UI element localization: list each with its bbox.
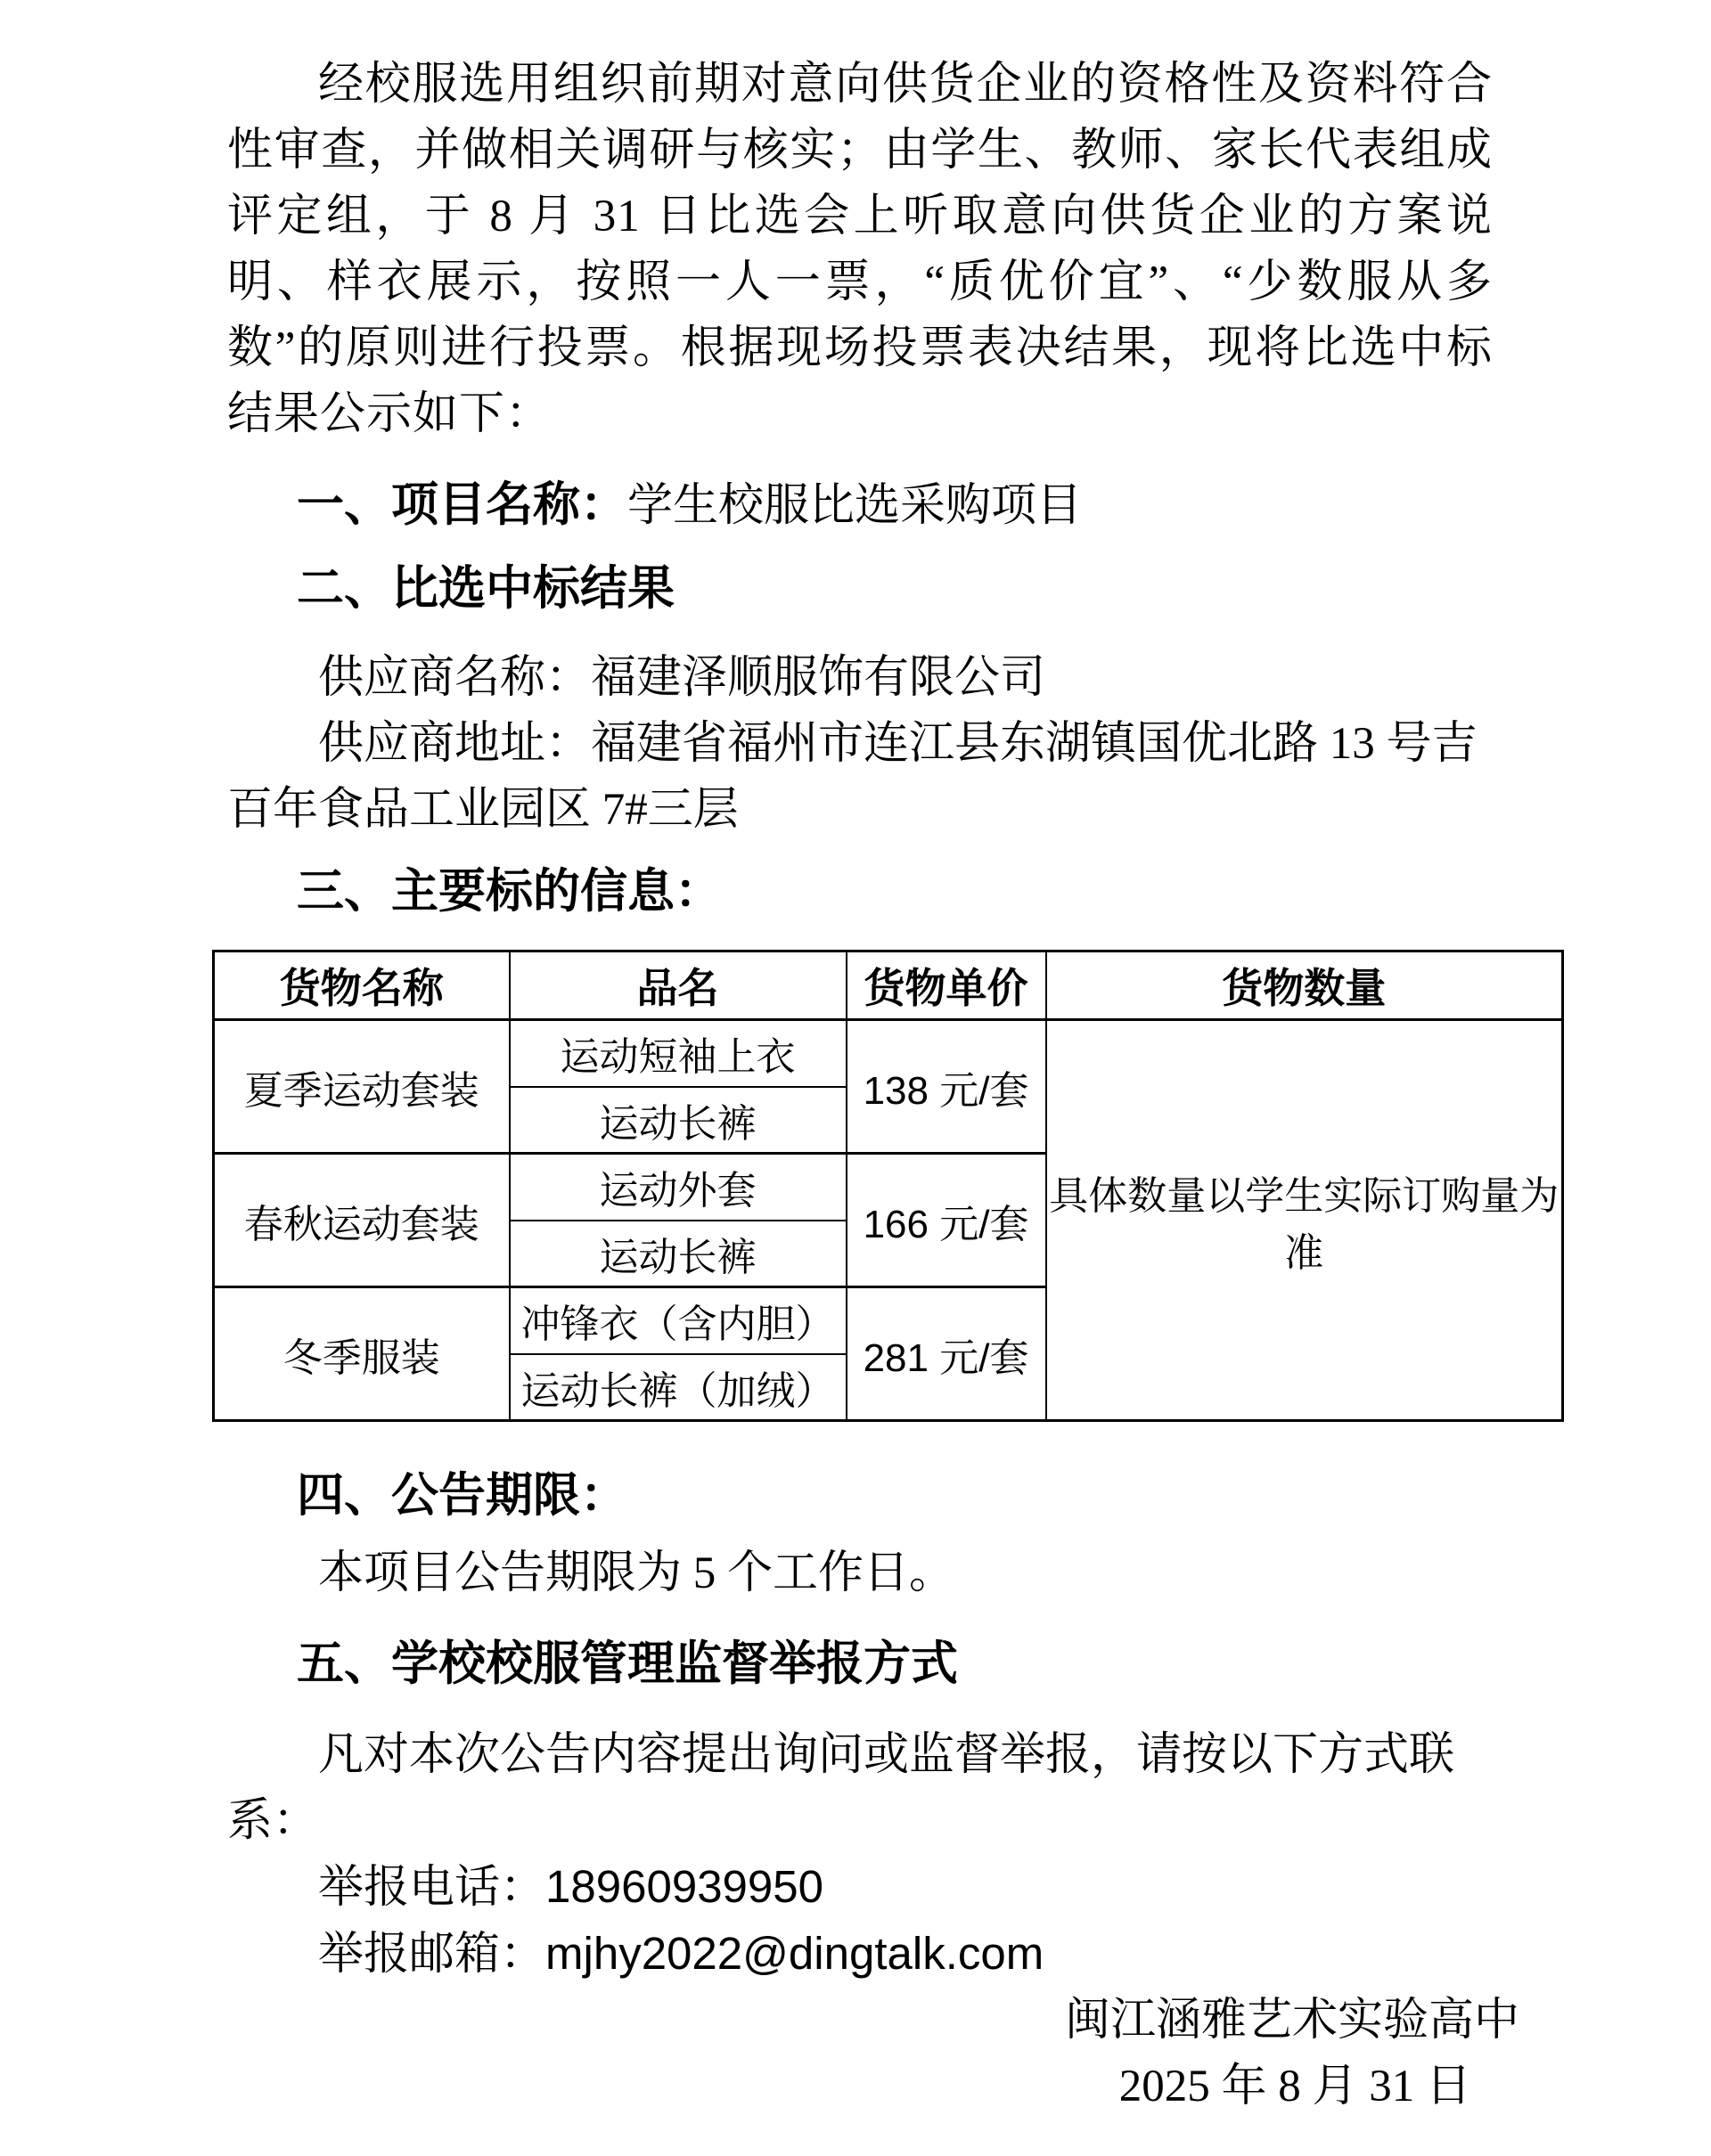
supplier-address-label: 供应商地址： (318, 719, 592, 769)
column-header-unit-price: 货物单价 (847, 951, 1046, 1020)
signature-school-name: 闽江涵雅艺术实验高中 (1064, 1996, 1519, 2046)
report-phone-label: 举报电话： (318, 1863, 546, 1913)
goods-item: 运动长裤 (510, 1087, 847, 1154)
goods-item: 运动长裤 (510, 1221, 847, 1287)
supplier-name-label: 供应商名称： (318, 653, 592, 703)
supplier-address-line-1 (227, 711, 1493, 777)
goods-table (212, 950, 1564, 1422)
signature-date: 2025 年 8 月 31 日 (1118, 2062, 1471, 2111)
contact-intro-text: 凡对本次公告内容提出询问或监督举报，请按以下方式联系： (227, 1730, 1455, 1846)
heading-bid-result: 二、比选中标结果 (297, 562, 675, 615)
column-header-quantity: 货物数量 (1046, 951, 1563, 1020)
supplier-name-value: 福建泽顺服饰有限公司 (591, 653, 1046, 703)
goods-price-summer: 138 元/套 (847, 1020, 1046, 1154)
column-header-item-name: 品名 (510, 951, 847, 1020)
project-name-value: 学生校服比选采购项目 (627, 481, 1083, 531)
goods-price-winter: 281 元/套 (847, 1287, 1046, 1421)
intro-paragraph: 经校服选用组织前期对意向供货企业的资格性及资料符合性审查，并做相关调研与核实；由学生、教师、家长代表组成评定组，于 8 月 31 日比选会上听取意向供货企业的方案说明、样衣展示，按照一人一票，“质优价宜”、“少数服从多数”的原则进行投票。根据现场投票表决结果，现将比选中标结果公示如下： (227, 60, 1493, 439)
goods-table-header-row (214, 951, 1563, 1020)
heading-project-name-label: 一、项目名称： (297, 478, 627, 531)
supplier-name-line (227, 645, 1493, 711)
goods-item: 运动长裤（加绒） (510, 1354, 847, 1421)
goods-item: 冲锋衣（含内胆） (510, 1287, 847, 1354)
heading-notice-period: 四、公告期限： (297, 1469, 627, 1522)
heading-supervision-report: 五、学校校服管理监督举报方式 (297, 1637, 958, 1690)
goods-price-spring-autumn: 166 元/套 (847, 1154, 1046, 1287)
heading-project-name (227, 472, 1493, 539)
goods-quantity-note: 具体数量以学生实际订购量为准 (1046, 1020, 1563, 1421)
supplier-address-line-2: 百年食品工业园区 7#三层 (227, 785, 739, 835)
heading-goods-info: 三、主要标的信息： (297, 865, 722, 918)
column-header-goods-name: 货物名称 (214, 951, 510, 1020)
table-row (214, 1020, 1563, 1087)
supplier-address-value-part1: 福建省福州市连江县东湖镇国优北路 13 号吉 (591, 719, 1478, 769)
goods-item: 运动短袖上衣 (510, 1020, 847, 1087)
notice-period-text: 本项目公告期限为 5 个工作日。 (318, 1548, 955, 1598)
goods-item: 运动外套 (510, 1154, 847, 1221)
report-email-label: 举报邮箱： (318, 1930, 546, 1980)
goods-group-spring-autumn: 春秋运动套装 (214, 1154, 510, 1287)
report-phone-value: 18960939950 (545, 1861, 824, 1912)
report-phone-line (227, 1854, 1493, 1921)
goods-group-winter: 冬季服装 (214, 1287, 510, 1421)
report-email-line (227, 1921, 1493, 1988)
goods-group-summer: 夏季运动套装 (214, 1020, 510, 1154)
report-email-value: mjhy2022@dingtalk.com (545, 1928, 1044, 1979)
